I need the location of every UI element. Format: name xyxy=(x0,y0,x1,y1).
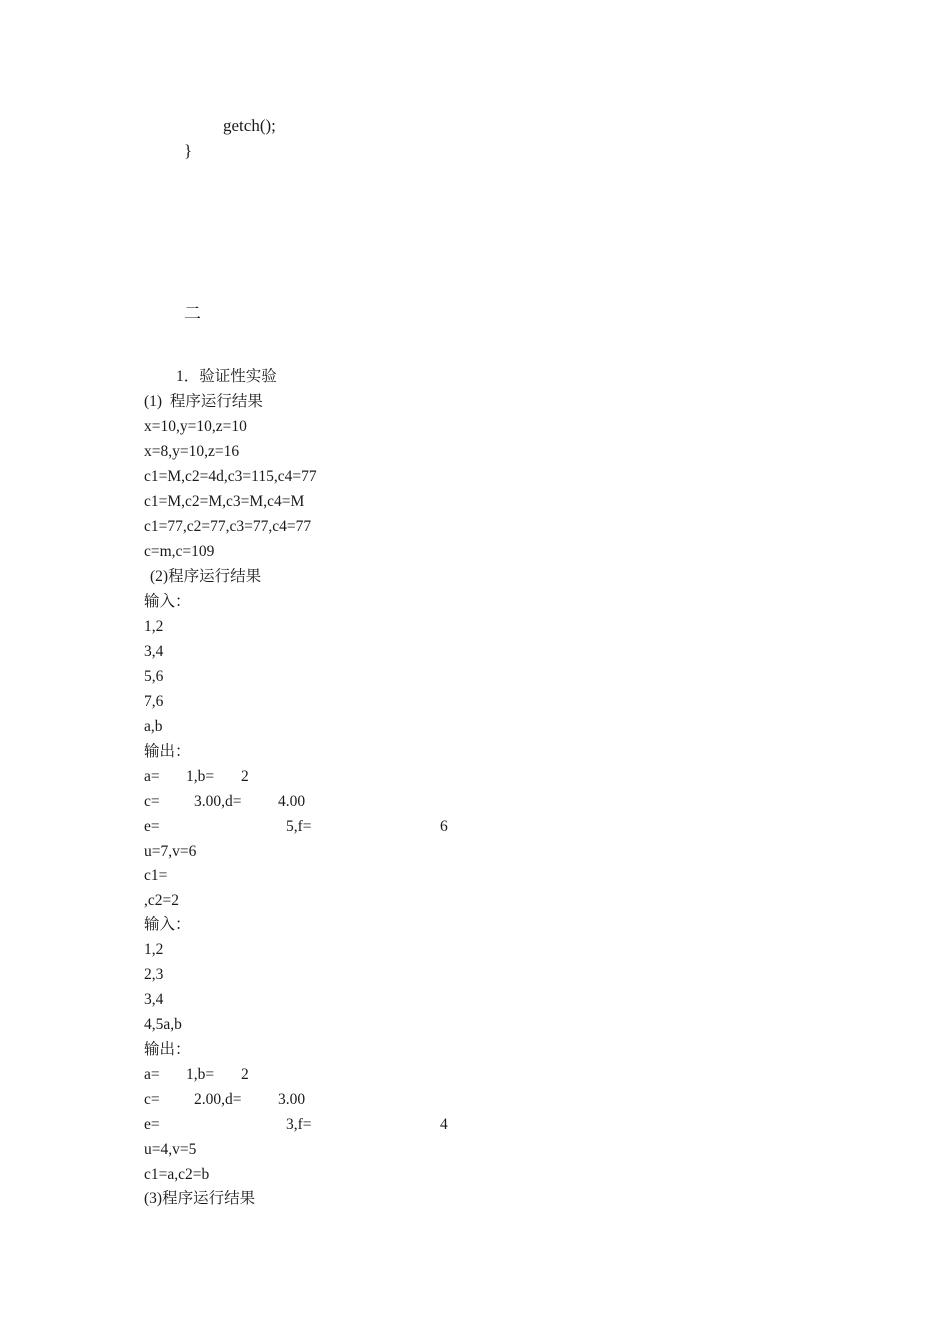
run1-output-ab xyxy=(144,767,464,787)
run1-output-c2: ,c2=2 xyxy=(144,892,179,909)
output-seg: 4.00 xyxy=(278,793,306,810)
output-seg: a= xyxy=(144,1066,160,1083)
output-seg: e= xyxy=(144,1116,160,1133)
output-seg: 3.00 xyxy=(278,1091,306,1108)
output-seg: e= xyxy=(144,818,160,835)
part2-title: (2)程序运行结果 xyxy=(150,568,262,585)
part1-line: x=8,y=10,z=16 xyxy=(144,443,240,460)
output-seg: c= xyxy=(144,793,160,810)
run2-output-label: 输出： xyxy=(144,1041,191,1058)
output-seg: 3,f= xyxy=(286,1116,312,1133)
run2-input-line: 1,2 xyxy=(144,941,164,958)
output-seg: 3.00,d= xyxy=(194,793,242,810)
run2-input-label: 输入： xyxy=(144,916,191,933)
part1-title: (1) 程序运行结果 xyxy=(144,393,263,410)
run1-output-c1: c1= xyxy=(144,867,168,884)
output-seg: 1,b= xyxy=(186,768,215,785)
code-getch-line: getch(); xyxy=(223,116,276,135)
output-seg: 6 xyxy=(440,818,448,835)
run1-output-uv: u=7,v=6 xyxy=(144,843,197,860)
part3-title: (3)程序运行结果 xyxy=(144,1190,256,1207)
run1-input-line: 7,6 xyxy=(144,693,164,710)
run2-input-line: 3,4 xyxy=(144,991,164,1008)
run2-output-ab xyxy=(144,1065,464,1085)
run1-input-line: 3,4 xyxy=(144,643,164,660)
part1-line: c1=M,c2=4d,c3=115,c4=77 xyxy=(144,468,317,485)
output-seg: 2 xyxy=(241,1066,249,1083)
run1-output-cd xyxy=(144,792,464,812)
output-seg: 5,f= xyxy=(286,818,312,835)
run1-input-line: a,b xyxy=(144,718,163,735)
part1-line: c=m,c=109 xyxy=(144,543,215,560)
run2-input-line: 4,5a,b xyxy=(144,1016,182,1033)
run1-output-ef xyxy=(144,817,464,837)
run2-output-ef xyxy=(144,1115,464,1135)
run2-input-line: 2,3 xyxy=(144,966,164,983)
part1-line: c1=77,c2=77,c3=77,c4=77 xyxy=(144,518,312,535)
run2-output-uv: u=4,v=5 xyxy=(144,1141,197,1158)
code-closing-brace: } xyxy=(184,141,193,160)
run2-output-c: c1=a,c2=b xyxy=(144,1166,210,1183)
output-seg: c= xyxy=(144,1091,160,1108)
section-heading: 1．验证性实验 xyxy=(176,368,277,385)
output-seg: 2.00,d= xyxy=(194,1091,242,1108)
output-seg: 1,b= xyxy=(186,1066,215,1083)
section-marker: 二 xyxy=(184,304,201,323)
run1-input-label: 输入： xyxy=(144,593,191,610)
part1-line: x=10,y=10,z=10 xyxy=(144,418,247,435)
run1-output-label: 输出： xyxy=(144,743,191,760)
part1-line: c1=M,c2=M,c3=M,c4=M xyxy=(144,493,305,510)
run1-input-line: 5,6 xyxy=(144,668,164,685)
output-seg: a= xyxy=(144,768,160,785)
run1-input-line: 1,2 xyxy=(144,618,164,635)
output-seg: 4 xyxy=(440,1116,448,1133)
output-seg: 2 xyxy=(241,768,249,785)
run2-output-cd xyxy=(144,1090,464,1110)
